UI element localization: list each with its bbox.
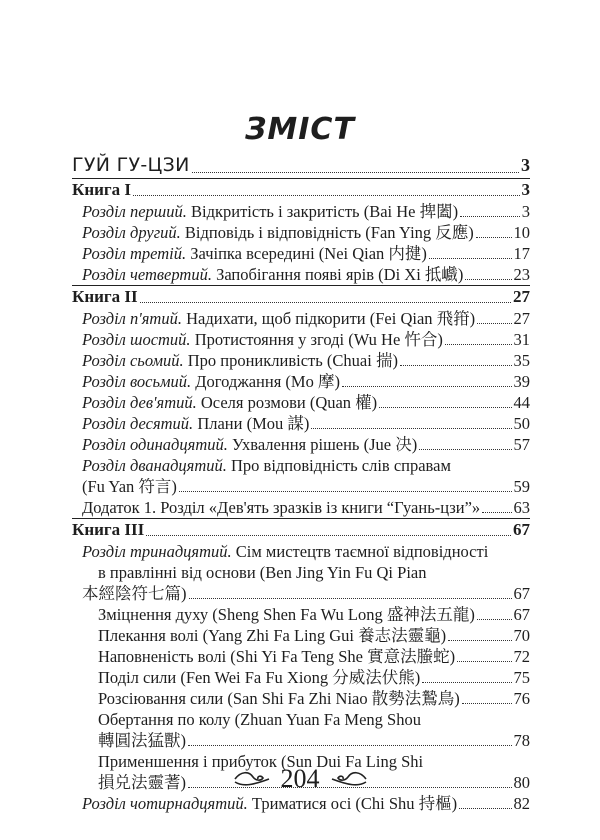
toc-chapter-13-line1[interactable] xyxy=(72,541,530,562)
subsection-title: Плекання волі (Yang Zhi Fa Ling Gui 養志法靈龜) xyxy=(98,626,447,645)
page-number: 204 xyxy=(280,764,320,793)
dot-leader xyxy=(459,808,511,809)
appendix-label: Додаток 1. xyxy=(82,498,157,517)
subsection-title-cont: 轉圓法猛獸) xyxy=(98,731,186,750)
chapter-title: Про відповідність слів справам xyxy=(231,456,451,475)
dot-leader xyxy=(422,682,511,683)
toc-subsection-4[interactable] xyxy=(72,667,530,688)
toc-chapter-8[interactable] xyxy=(72,371,530,392)
page-ref: 67 xyxy=(513,605,530,624)
chapter-title-cont: (Fu Yan 符言) xyxy=(82,477,177,496)
toc-chapter-9[interactable] xyxy=(72,392,530,413)
book-title: Книга ІІІ xyxy=(72,520,145,539)
chapter-title: Оселя розмови (Quan 權) xyxy=(200,393,378,412)
page-ref: 39 xyxy=(513,372,530,391)
dot-leader xyxy=(311,428,511,429)
dot-leader xyxy=(429,258,512,259)
chapter-label: Розділ дванадцятий. xyxy=(82,456,227,475)
toc-subsection-6-line1[interactable]: Обертання по колу (Zhuan Yuan Fa Meng Shou xyxy=(98,710,421,729)
chapter-label: Розділ п'ятий. xyxy=(82,309,182,328)
toc-chapter-12-line1[interactable] xyxy=(72,455,530,476)
dot-leader xyxy=(192,172,519,173)
chapter-label: Розділ другий. xyxy=(82,223,181,242)
chapter-title-cont: 本經陰符七篇) xyxy=(82,584,187,603)
page-ref: 70 xyxy=(513,626,530,645)
page-ref: 78 xyxy=(513,731,530,750)
chapter-title: Надихати, щоб підкорити (Fei Qian 飛箝) xyxy=(186,309,476,328)
dot-leader xyxy=(457,661,511,662)
dot-leader xyxy=(188,745,512,746)
chapter-title: Плани (Mou 謀) xyxy=(197,414,310,433)
dot-leader xyxy=(400,365,512,366)
toc-chapter-11[interactable] xyxy=(72,434,530,455)
ornament-right-icon xyxy=(328,769,368,789)
dot-leader xyxy=(140,302,511,303)
chapter-title: Відкритість і закритість (Bai He 捭闔) xyxy=(191,202,459,221)
dot-leader xyxy=(445,344,512,345)
page-ref: 3 xyxy=(521,202,530,221)
page-ref: 35 xyxy=(513,351,530,370)
chapter-title: Зачіпка всередині (Nei Qian 内揵) xyxy=(190,244,427,263)
page-ref: 57 xyxy=(513,435,530,454)
chapter-label: Розділ третій. xyxy=(82,244,187,263)
dot-leader xyxy=(179,491,512,492)
dot-leader xyxy=(342,386,512,387)
ornament-left-icon xyxy=(233,769,273,789)
page-ref: 59 xyxy=(513,477,530,496)
toc-chapter-12-line2[interactable] xyxy=(72,476,530,497)
chapter-label: Розділ перший. xyxy=(82,202,187,221)
dot-leader xyxy=(476,237,512,238)
page-ref: 82 xyxy=(513,794,530,813)
subsection-title: Поділ сили (Fen Wei Fa Fu Xiong 分威法伏熊) xyxy=(98,668,421,687)
toc-chapter-14[interactable] xyxy=(72,793,530,814)
dot-leader xyxy=(465,279,511,280)
toc-chapter-10[interactable] xyxy=(72,413,530,434)
appendix-title: Розділ «Дев'ять зразків із книги “Гуань-цзи”» xyxy=(160,498,481,517)
dot-leader xyxy=(133,195,519,196)
toc-subsection-3[interactable] xyxy=(72,646,530,667)
dot-leader xyxy=(379,407,511,408)
page-ref: 76 xyxy=(513,689,530,708)
subsection-title: Наповненість волі (Shi Yi Fa Teng She 實意法螣蛇) xyxy=(98,647,456,666)
toc-subsection-5[interactable] xyxy=(72,688,530,709)
dot-leader xyxy=(477,619,512,620)
toc-appendix-1[interactable] xyxy=(72,497,530,518)
page-ref: 67 xyxy=(513,520,530,539)
chapter-title: Запобігання появі ярів (Di Xi 抵巇) xyxy=(216,265,464,284)
page-footer xyxy=(0,764,600,794)
chapter-title: Догоджання (Mo 摩) xyxy=(195,372,340,391)
page-ref: 75 xyxy=(513,668,530,687)
dot-leader xyxy=(146,535,511,536)
dot-leader xyxy=(419,449,511,450)
page-ref: 50 xyxy=(513,414,530,433)
toc-chapter-7[interactable] xyxy=(72,350,530,371)
dot-leader xyxy=(189,598,512,599)
chapter-title: Сім мистецтв таємної відповідності xyxy=(235,542,489,561)
chapter-label: Розділ одинадцятий. xyxy=(82,435,228,454)
toc-book-2[interactable] xyxy=(72,285,530,308)
toc-subsection-1[interactable] xyxy=(72,604,530,625)
toc-chapter-5[interactable] xyxy=(72,308,530,329)
dot-leader xyxy=(482,512,511,513)
page-ref: 63 xyxy=(513,498,530,517)
page-ref: 17 xyxy=(513,244,530,263)
dot-leader xyxy=(462,703,512,704)
toc-chapter-3[interactable] xyxy=(72,243,530,264)
page-title: ЗМІСТ xyxy=(245,112,355,147)
toc-chapter-4[interactable] xyxy=(72,264,530,285)
toc-part-entry[interactable] xyxy=(72,152,530,178)
page-ref: 67 xyxy=(513,584,530,603)
page-ref: 3 xyxy=(521,155,530,175)
dot-leader xyxy=(448,640,511,641)
page-ref: 23 xyxy=(513,265,530,284)
book-title: Книга І xyxy=(72,180,132,199)
chapter-title: Протистояння у згоді (Wu He 忤合) xyxy=(194,330,443,349)
dot-leader xyxy=(460,216,520,217)
toc-chapter-13-line3[interactable] xyxy=(72,583,530,604)
dot-leader xyxy=(477,323,511,324)
chapter-title: Триматися осі (Chi Shu 持樞) xyxy=(251,794,458,813)
toc-chapter-6[interactable] xyxy=(72,329,530,350)
page-ref: 31 xyxy=(513,330,530,349)
page-ref: 27 xyxy=(513,287,530,306)
page-ref: 72 xyxy=(513,647,530,666)
toc-chapter-1[interactable] xyxy=(72,201,530,222)
chapter-label: Розділ четвертий. xyxy=(82,265,212,284)
chapter-label: Розділ шостий. xyxy=(82,330,191,349)
chapter-label: Розділ сьомий. xyxy=(82,351,184,370)
subsection-title: Розсіювання сили (San Shi Fa Zhi Niao 散勢法鷙鳥) xyxy=(98,689,460,708)
toc-subsection-6-line2[interactable] xyxy=(72,730,530,751)
part-title: ГУЙ ГУ-ЦЗИ xyxy=(72,154,190,176)
table-of-contents xyxy=(72,152,530,814)
toc-book-1[interactable] xyxy=(72,178,530,201)
chapter-label: Розділ чотирнадцятий. xyxy=(82,794,248,813)
book-title: Книга ІІ xyxy=(72,287,138,306)
chapter-label: Розділ тринадцятий. xyxy=(82,542,232,561)
toc-book-3[interactable] xyxy=(72,518,530,541)
toc-chapter-2[interactable] xyxy=(72,222,530,243)
page-ref: 3 xyxy=(521,180,530,199)
chapter-label: Розділ восьмий. xyxy=(82,372,192,391)
toc-subsection-7-line1[interactable]: Применшення і прибуток (Sun Dui Fa Ling Shi xyxy=(98,752,424,771)
chapter-title: Відповідь і відповідність (Fan Ying 反應) xyxy=(184,223,474,242)
page-ref: 27 xyxy=(513,309,530,328)
subsection-title-cont: 損兑法靈蓍) xyxy=(98,773,186,792)
page-ref: 80 xyxy=(513,773,530,792)
chapter-label: Розділ десятий. xyxy=(82,414,194,433)
chapter-title: Ухвалення рішень (Jue 决) xyxy=(231,435,418,454)
toc-chapter-13-line2: в правлінні від основи (Ben Jing Yin Fu Qi Pian xyxy=(98,563,427,582)
subsection-title: Зміцнення духу (Sheng Shen Fa Wu Long 盛神法五龍) xyxy=(98,605,475,624)
page-ref: 10 xyxy=(513,223,530,242)
chapter-title: Про проникливість (Chuai 揣) xyxy=(187,351,398,370)
page-ref: 44 xyxy=(513,393,530,412)
toc-subsection-2[interactable] xyxy=(72,625,530,646)
chapter-label: Розділ дев'ятий. xyxy=(82,393,197,412)
